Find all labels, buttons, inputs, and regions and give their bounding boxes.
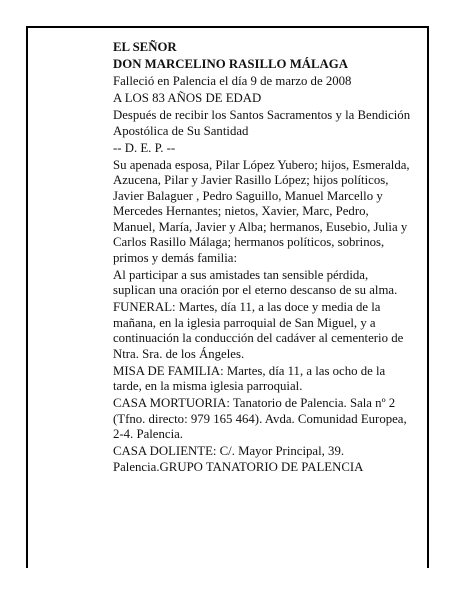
age-line: A LOS 83 AÑOS DE EDAD [113,91,262,105]
notice-title-line-2: DON MARCELINO RASILLO MÁLAGA [113,57,348,71]
death-info: Falleció en Palencia el día 9 de marzo de 2008 [113,74,352,88]
sacraments-line: Después de recibir los Santos Sacramentos y la Bendición Apostólica de Su Santidad [113,108,411,138]
funeral-paragraph: FUNERAL: Martes, día 11, a las doce y media de la mañana, en la iglesia parroquial de San Miguel, y a continuación la conducción del cadáver al cementerio de Ntra. Sra. de los Ángeles. [113,300,404,361]
funeral-home-paragraph: CASA MORTUORIA: Tanatorio de Palencia. Sala nº 2 (Tfno. directo: 979 165 464). Avda. Comunidad Europea, 2-4. Palencia. [113,396,407,441]
dep-line: -- D. E. P. -- [113,140,176,155]
mourning-house-paragraph: CASA DOLIENTE: C/. Mayor Principal, 39. Palencia.GRUPO TANATORIO DE PALENCIA [113,444,364,474]
family-paragraph: Su apenada esposa, Pilar López Yubero; hijos, Esmeralda, Azucena, Pilar y Javier Rasillo López; hijos políticos, Javier Balaguer , Pedro Saguillo, Manuel Marcello y Mercedes Hernantes; nietos, Xavier, Marc, Pedro, Manuel, María, Javier y Alba; hermanos, Eusebio, Julia y Carlos Rasillo Málaga; hermanos políticos, sobrinos, primos y demás familia: [113,157,410,265]
family-mass-paragraph: MISA DE FAMILIA: Martes, día 11, a las ocho de la tarde, en la misma iglesia parroquial. [113,363,386,393]
notice-title-line-1: EL SEÑOR [113,40,177,54]
request-paragraph: Al participar a sus amistades tan sensible pérdida, suplican una oración por el eterno descanso de su alma. [113,267,398,297]
obituary-notice [113,40,413,477]
